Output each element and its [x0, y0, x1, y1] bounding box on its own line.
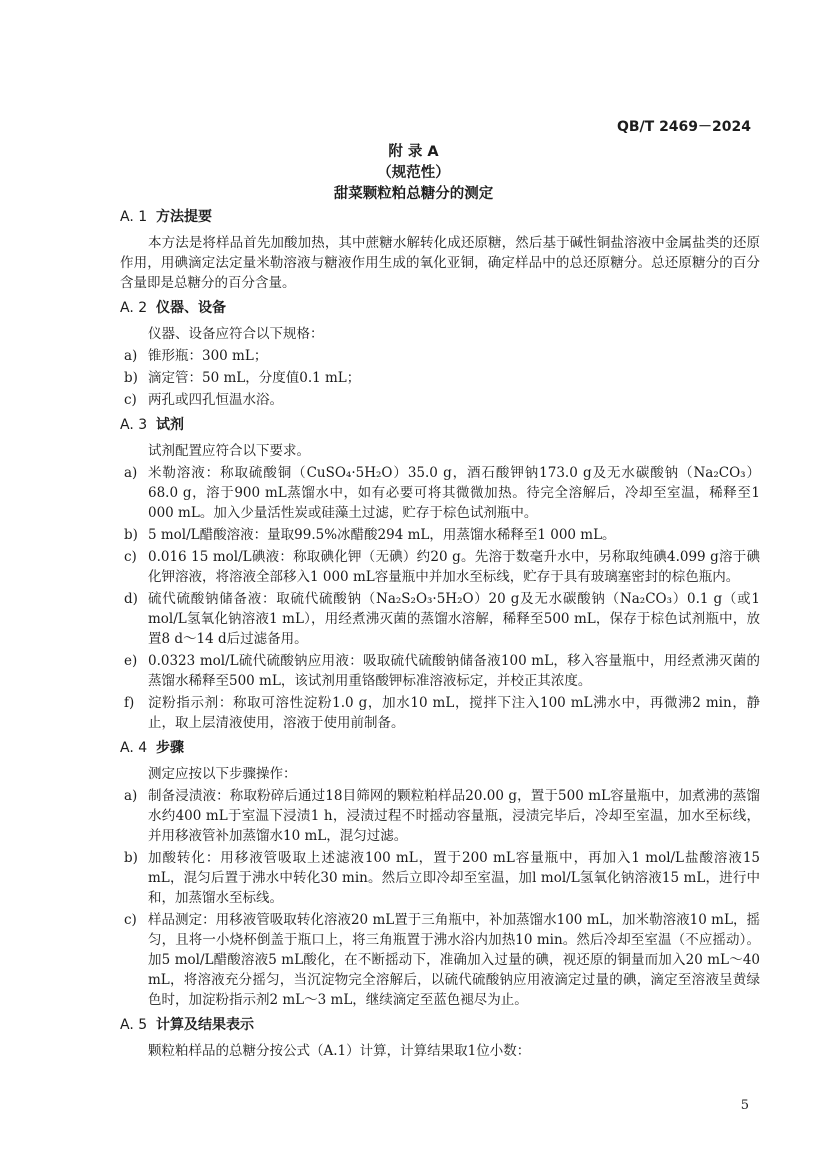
list-item-label: f) [124, 695, 135, 711]
list-item-text: 锥形瓶：300 mL； [148, 348, 268, 364]
list-item [120, 346, 760, 366]
section-number: A. 2 [120, 300, 148, 316]
list-item-text: 两孔或四孔恒温水浴。 [148, 392, 283, 408]
list-item [120, 463, 760, 523]
list-item-label: b) [124, 850, 138, 866]
list-item-label: c) [124, 912, 137, 928]
list-item-text: 硫代硫酸钠储备液：取硫代硫酸钠（Na₂S₂O₃·5H₂O）20 g及无水碳酸钠（Na₂CO₃）0.1 g（或1 mol/L氢氧化钠溶液1 mL），用经煮沸灭菌的蒸馏水溶解，稀释至500 mL，保存于棕色试剂瓶中，放置8 d～14 d后过滤备用。 [148, 591, 760, 647]
section-title: 计算及结果表示 [156, 1017, 254, 1033]
list-item-text: 5 mol/L醋酸溶液：量取99.5%冰醋酸294 mL，用蒸馏水稀释至1 000 mL。 [148, 527, 616, 543]
list-item [120, 693, 760, 733]
section-title: 方法提要 [156, 209, 212, 225]
list-item-label: a) [124, 348, 138, 364]
appendix-title-block [0, 142, 827, 205]
list-item [120, 547, 760, 587]
list-item-text: 滴定管：50 mL，分度值0.1 mL； [148, 370, 361, 386]
list-item [120, 589, 760, 649]
list-item-text: 0.0323 mol/L硫代硫酸钠应用液：吸取硫代硫酸钠储备液100 mL，移入容量瓶中，用经煮沸灭菌的蒸馏水稀释至500 mL，该试剂用重铬酸钾标准溶液标定，并校正其浓度。 [148, 653, 760, 689]
section-a1-heading [120, 207, 760, 228]
section-title: 试剂 [156, 417, 184, 433]
appendix-title: 甜菜颗粒粕总糖分的测定 [333, 186, 494, 202]
list-item [120, 910, 760, 1010]
list-item-label: e) [124, 653, 138, 669]
list-item [120, 651, 760, 691]
list-item-text: 米勒溶液：称取硫酸铜（CuSO₄·5H₂O）35.0 g，酒石酸钾钠173.0 g及无水碳酸钠（Na₂CO₃）68.0 g，溶于900 mL蒸馏水中，如有必要可将其微微加热。待完全溶解后，冷却至室温，稀释至1 000 mL。加入少量活性炭或硅藻土过滤，贮存于棕色试剂瓶中。 [148, 465, 760, 521]
list-item [120, 368, 760, 388]
section-a4-intro: 测定应按以下步骤操作： [148, 766, 297, 782]
list-item-label: c) [124, 549, 137, 565]
section-a5-paragraph: 颗粒粕样品的总糖分按公式（A.1）计算，计算结果取1位小数： [148, 1043, 531, 1059]
list-item-label: a) [124, 465, 138, 481]
section-number: A. 3 [120, 417, 148, 433]
section-a2-heading [120, 298, 760, 319]
section-number: A. 4 [120, 740, 148, 756]
appendix-label: 附 录 A [388, 144, 439, 160]
list-item-text: 样品测定：用移液管吸取转化溶液20 mL置于三角瓶中，补加蒸馏水100 mL，加米勒溶液10 mL，摇匀，且将一小烧杯倒盖于瓶口上，将三角瓶置于沸水浴内加热10 min。然后冷却至室温（不应摇动）。加5 mol/L醋酸溶液5 mL酸化，在不断摇动下，准确加入过量的碘，视还原的铜量而加入20 mL～40 mL，将溶液充分摇匀，当沉淀物完全溶解后，以硫代硫酸钠应用液滴定过量的碘，滴定至溶液呈黄绿色时，加淀粉指示剂2 mL～3 mL，继续滴定至蓝色褪尽为止。 [148, 912, 760, 1008]
section-a4-heading [120, 738, 760, 759]
list-item-text: 淀粉指示剂：称取可溶性淀粉1.0 g，加水10 mL，搅拌下注入100 mL沸水中，再微沸2 min，静止，取上层清液使用，溶液于使用前制备。 [148, 695, 760, 731]
section-a5-heading [120, 1015, 760, 1036]
list-item-label: a) [124, 788, 138, 804]
section-a1-paragraph: 本方法是将样品首先加酸加热，其中蔗糖水解转化成还原糖，然后基于碱性铜盐溶液中金属盐类的还原作用，用碘滴定法定量米勒溶液与糖液作用生成的氧化亚铜，确定样品中的总还原糖分。总还原糖分的百分含量即是总糖分的百分含量。 [120, 235, 760, 291]
page-number: 5 [740, 1098, 749, 1113]
list-item-label: b) [124, 370, 138, 386]
section-a3-heading [120, 415, 760, 436]
standard-code: QB/T 2469－2024 [616, 119, 751, 135]
list-item-label: c) [124, 392, 137, 408]
list-item [120, 390, 760, 410]
list-item [120, 786, 760, 846]
appendix-nature: （规范性） [377, 165, 450, 181]
document-body [120, 202, 760, 1063]
list-item-label: d) [124, 591, 138, 607]
section-number: A. 1 [120, 209, 148, 225]
section-title: 步骤 [156, 740, 184, 756]
section-a2-intro: 仪器、设备应符合以下规格： [148, 326, 324, 342]
list-item [120, 525, 760, 545]
list-item-text: 加酸转化：用移液管吸取上述滤液100 mL，置于200 mL容量瓶中，再加入1 mol/L盐酸溶液15 mL，混匀后置于沸水中转化30 min。然后立即冷却至室温，加l mol/L氢氧化钠溶液15 mL，进行中和，加蒸馏水至标线。 [148, 850, 760, 906]
section-a3-intro: 试剂配置应符合以下要求。 [148, 443, 310, 459]
list-item-text: 制备浸渍液：称取粉碎后通过18目筛网的颗粒粕样品20.00 g，置于500 mL容量瓶中，加煮沸的蒸馏水约400 mL于室温下浸渍1 h，浸渍过程不时摇动容量瓶，浸渍完毕后，冷却至室温，加水至标线，并用移液管补加蒸馏水10 mL，混匀过滤。 [148, 788, 760, 844]
section-title: 仪器、设备 [156, 300, 226, 316]
list-item [120, 848, 760, 908]
section-number: A. 5 [120, 1017, 148, 1033]
list-item-text: 0.016 15 mol/L碘液：称取碘化钾（无碘）约20 g。先溶于数毫升水中，另称取纯碘4.099 g溶于碘化钾溶液，将溶液全部移入1 000 mL容量瓶中并加水至标线，贮存于具有玻璃塞密封的棕色瓶内。 [148, 549, 760, 585]
list-item-label: b) [124, 527, 138, 543]
